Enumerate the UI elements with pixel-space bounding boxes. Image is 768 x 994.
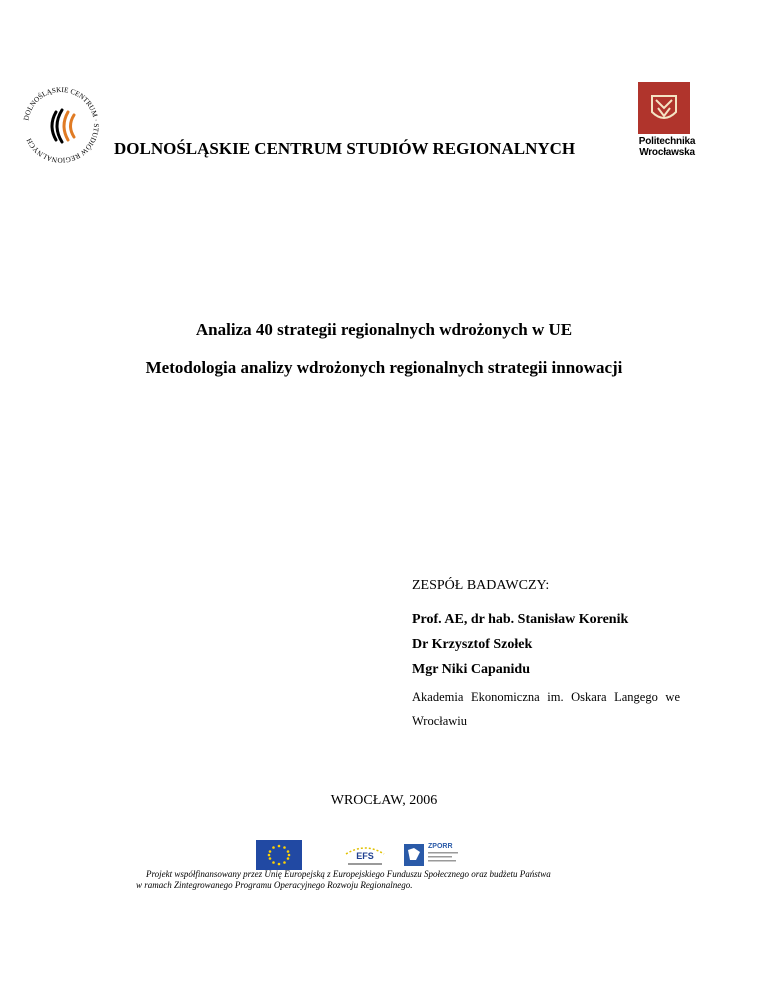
pwr-eagle-icon <box>638 82 690 134</box>
team-heading: ZESPÓŁ BADAWCZY: <box>412 578 550 593</box>
dcsr-logo-text: DOLNOŚLĄSKIE CENTRUM · STUDIÓW REGIONALNYCH <box>22 85 101 165</box>
pwr-logo <box>630 80 704 160</box>
dcsr-logo <box>18 82 104 168</box>
zporr-logo <box>402 838 464 870</box>
dcsr-emblem-icon <box>18 82 104 168</box>
team-member: Mgr Niki Capanidu <box>412 662 530 677</box>
svg-text:DOLNOŚLĄSKIE CENTRUM · STUDIÓW <box>22 86 100 164</box>
institution-name: DOLNOŚLĄSKIE CENTRUM STUDIÓW REGIONALNYCH <box>114 139 576 158</box>
place-date: WROCŁAW, 2006 <box>330 793 438 808</box>
eu-flag-icon <box>256 840 302 870</box>
zporr-logo-text: ZPORR <box>428 843 453 850</box>
funding-line-2: w ramach Zintegrowanego Programu Operacyjnego Rozwoju Regionalnego. <box>136 880 413 890</box>
pwr-logo-name <box>630 136 704 158</box>
team-affiliation: Akademia Ekonomiczna im. Oskara Langego we Wrocławiu <box>412 690 680 728</box>
funding-line-1: Projekt współfinansowany przez Unię Europejską z Europejskiego Funduszu Społecznego oraz budżetu Państwa <box>146 869 551 879</box>
efs-logo-text: EFS <box>356 851 374 861</box>
document-subtitle: Metodologia analizy wdrożonych regionalnych strategii innowacji <box>145 358 623 377</box>
pwr-logo-line1: Politechnika <box>638 136 696 147</box>
efs-logo <box>340 838 390 870</box>
team-member: Prof. AE, dr hab. Stanisław Korenik <box>412 612 629 627</box>
funding-note <box>136 869 696 891</box>
team-member: Dr Krzysztof Szołek <box>412 637 533 652</box>
pwr-logo-line2: Wrocławska <box>639 147 695 158</box>
document-title: Analiza 40 strategii regionalnych wdrożonych w UE <box>195 320 573 339</box>
